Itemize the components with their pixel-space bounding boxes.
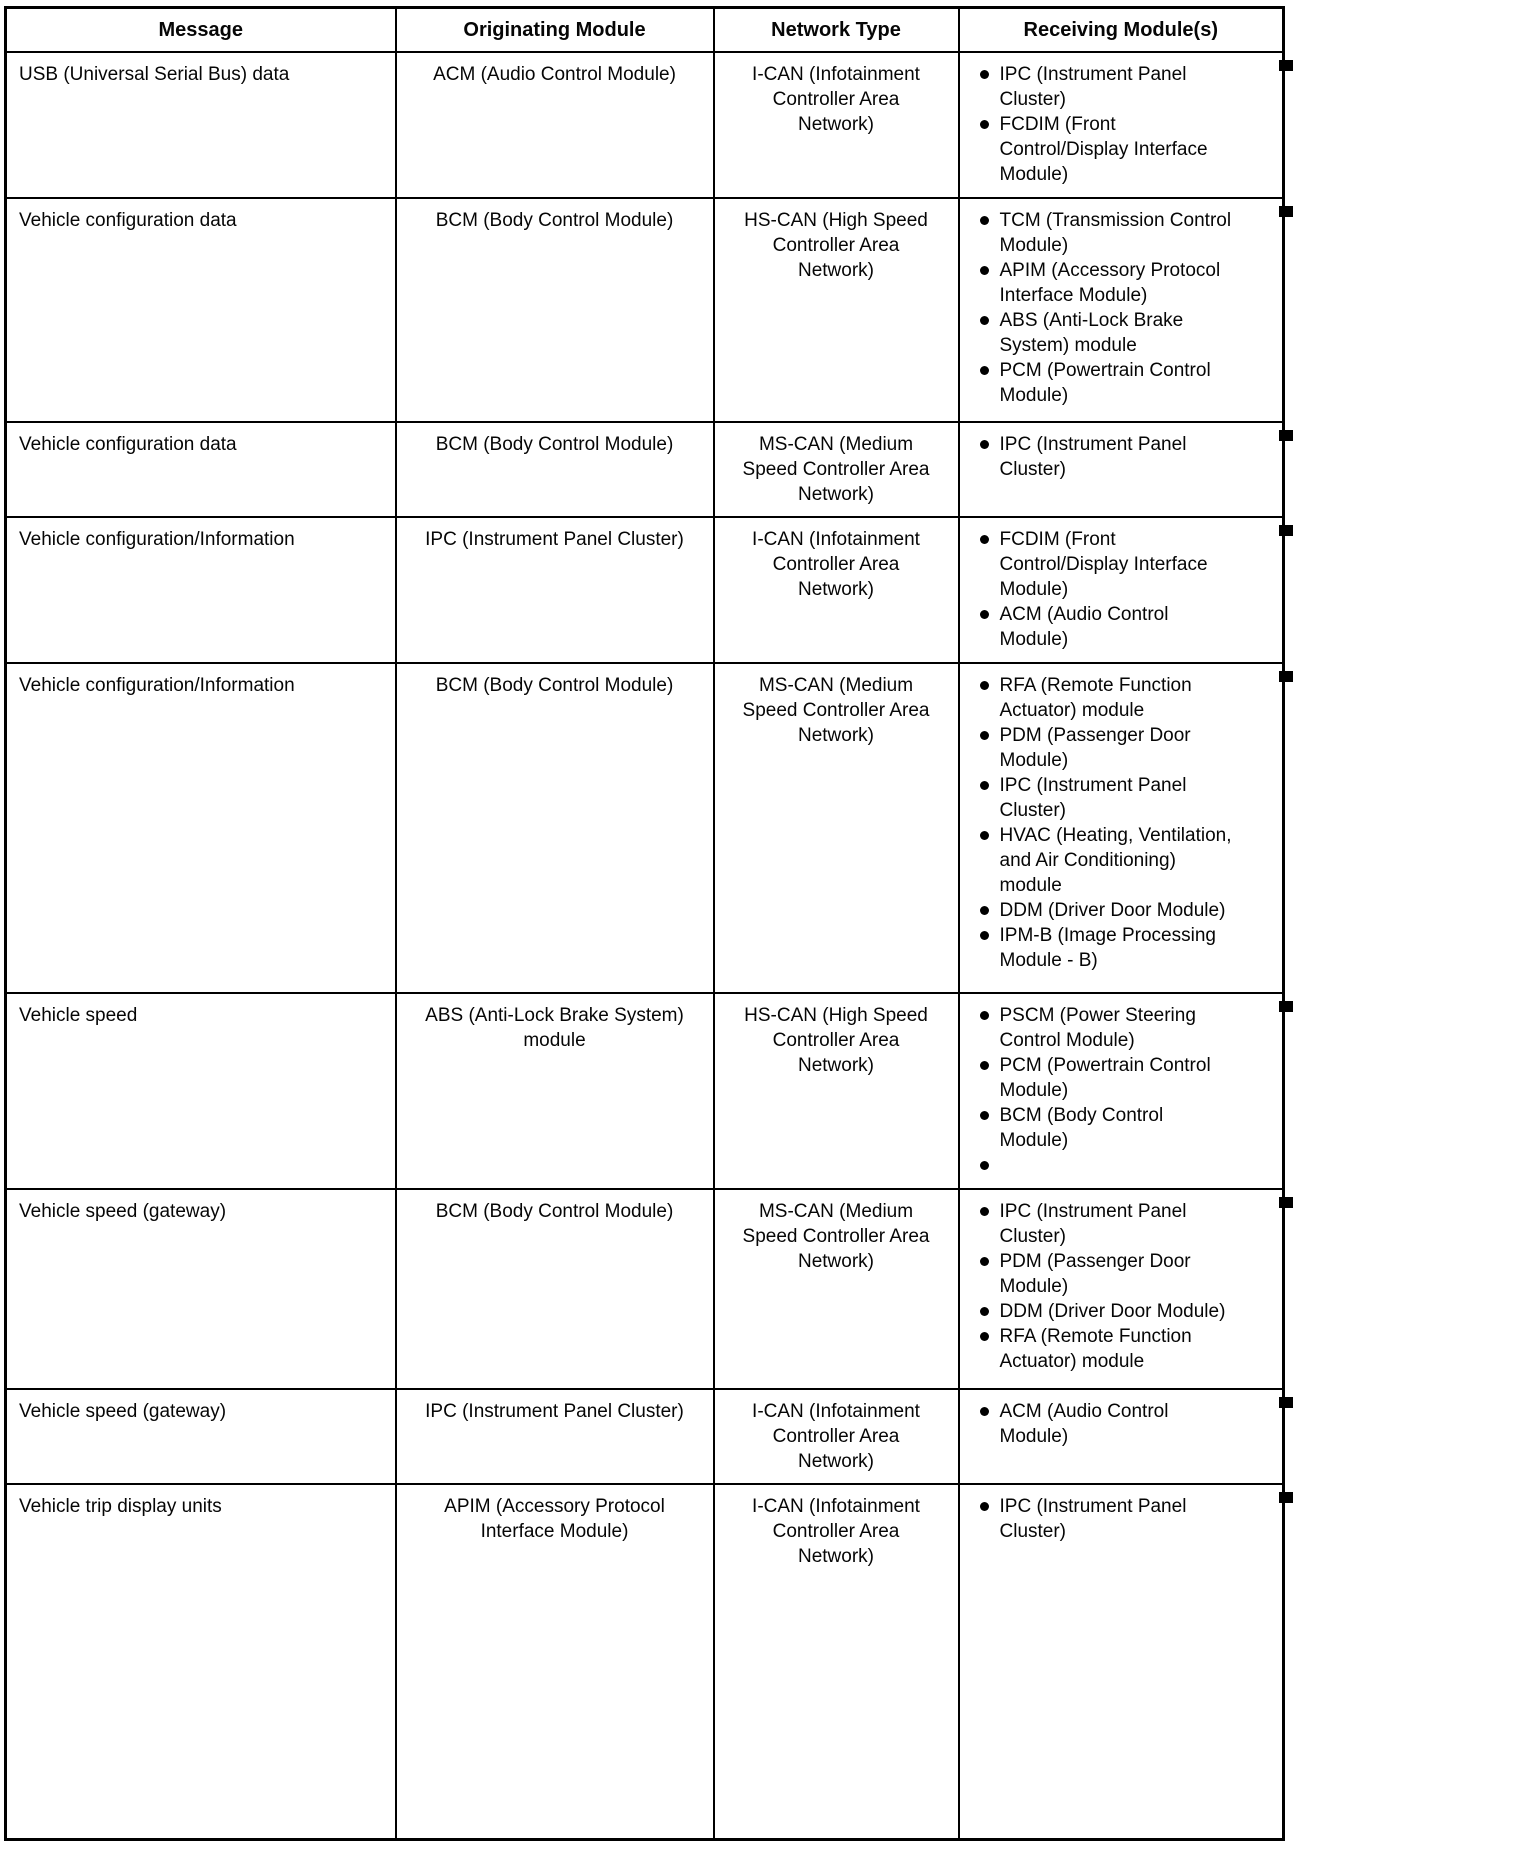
table-row xyxy=(6,1189,1284,1389)
table-row xyxy=(6,52,1284,198)
receiving-modules-cell xyxy=(959,52,1284,198)
network-type-cell: I-CAN (Infotainment Controller Area Network) xyxy=(714,1389,959,1484)
message-cell: Vehicle speed xyxy=(6,993,396,1189)
receiving-module-item: PSCM (Power Steering Control Module) xyxy=(974,1003,1237,1053)
receiving-module-item: RFA (Remote Function Actuator) module xyxy=(974,1324,1237,1374)
network-type-cell: I-CAN (Infotainment Controller Area Network) xyxy=(714,52,959,198)
receiving-modules-cell xyxy=(959,1189,1284,1389)
receiving-module-item: IPC (Instrument Panel Cluster) xyxy=(974,1494,1237,1544)
receiving-module-item: IPC (Instrument Panel Cluster) xyxy=(974,432,1237,482)
table-row xyxy=(6,663,1284,993)
originating-module-cell: ACM (Audio Control Module) xyxy=(396,52,714,198)
receiving-modules-list xyxy=(974,527,1237,652)
receiving-modules-list xyxy=(974,1399,1237,1449)
table-body xyxy=(6,52,1284,1840)
row-edge-marker xyxy=(1279,525,1293,536)
row-edge-marker xyxy=(1279,1197,1293,1208)
row-edge-marker xyxy=(1279,430,1293,441)
row-edge-marker xyxy=(1279,1001,1293,1012)
receiving-module-item: PCM (Powertrain Control Module) xyxy=(974,1053,1237,1103)
network-type-cell: MS-CAN (Medium Speed Controller Area Network) xyxy=(714,1189,959,1389)
receiving-module-item xyxy=(974,1153,1237,1178)
receiving-modules-list xyxy=(974,1003,1237,1178)
table-row xyxy=(6,422,1284,517)
receiving-modules-list xyxy=(974,673,1237,973)
receiving-module-item: IPM-B (Image Processing Module - B) xyxy=(974,923,1237,973)
table-row xyxy=(6,198,1284,422)
message-cell: USB (Universal Serial Bus) data xyxy=(6,52,396,198)
receiving-modules-list xyxy=(974,62,1237,187)
receiving-module-item: APIM (Accessory Protocol Interface Module) xyxy=(974,258,1237,308)
receiving-modules-list xyxy=(974,208,1237,408)
message-cell: Vehicle speed (gateway) xyxy=(6,1389,396,1484)
receiving-modules-cell xyxy=(959,422,1284,517)
receiving-module-item: ABS (Anti-Lock Brake System) module xyxy=(974,308,1237,358)
receiving-modules-cell xyxy=(959,1484,1284,1840)
receiving-module-item: PDM (Passenger Door Module) xyxy=(974,1249,1237,1299)
originating-module-cell: BCM (Body Control Module) xyxy=(396,1189,714,1389)
originating-module-cell: APIM (Accessory Protocol Interface Module) xyxy=(396,1484,714,1840)
row-edge-marker xyxy=(1279,60,1293,71)
column-header-originating-module: Originating Module xyxy=(396,8,714,52)
originating-module-cell: IPC (Instrument Panel Cluster) xyxy=(396,517,714,663)
row-edge-marker xyxy=(1279,671,1293,682)
receiving-modules-cell xyxy=(959,663,1284,993)
table-row xyxy=(6,1484,1284,1840)
network-message-routing-table xyxy=(4,6,1285,1841)
network-type-cell: I-CAN (Infotainment Controller Area Network) xyxy=(714,517,959,663)
network-type-cell: HS-CAN (High Speed Controller Area Network) xyxy=(714,198,959,422)
receiving-module-item: PDM (Passenger Door Module) xyxy=(974,723,1237,773)
column-header-receiving-modules: Receiving Module(s) xyxy=(959,8,1284,52)
receiving-modules-list xyxy=(974,1199,1237,1374)
row-edge-marker xyxy=(1279,1397,1293,1408)
receiving-modules-list xyxy=(974,1494,1237,1544)
network-type-cell: HS-CAN (High Speed Controller Area Network) xyxy=(714,993,959,1189)
receiving-module-item: BCM (Body Control Module) xyxy=(974,1103,1237,1153)
originating-module-cell: BCM (Body Control Module) xyxy=(396,198,714,422)
network-type-cell: I-CAN (Infotainment Controller Area Network) xyxy=(714,1484,959,1840)
originating-module-cell: ABS (Anti-Lock Brake System) module xyxy=(396,993,714,1189)
originating-module-cell: BCM (Body Control Module) xyxy=(396,663,714,993)
message-cell: Vehicle configuration data xyxy=(6,422,396,517)
receiving-modules-cell xyxy=(959,198,1284,422)
table-header xyxy=(6,8,1284,52)
originating-module-cell: IPC (Instrument Panel Cluster) xyxy=(396,1389,714,1484)
message-cell: Vehicle speed (gateway) xyxy=(6,1189,396,1389)
receiving-modules-cell xyxy=(959,517,1284,663)
receiving-modules-cell xyxy=(959,1389,1284,1484)
network-type-cell: MS-CAN (Medium Speed Controller Area Network) xyxy=(714,663,959,993)
receiving-modules-cell xyxy=(959,993,1284,1189)
column-header-network-type: Network Type xyxy=(714,8,959,52)
message-cell: Vehicle configuration data xyxy=(6,198,396,422)
message-cell: Vehicle configuration/⁠Information xyxy=(6,663,396,993)
receiving-modules-list xyxy=(974,432,1237,482)
message-cell: Vehicle configuration/⁠Information xyxy=(6,517,396,663)
table-row xyxy=(6,993,1284,1189)
receiving-module-item: ACM (Audio Control Module) xyxy=(974,602,1237,652)
receiving-module-item: DDM (Driver Door Module) xyxy=(974,898,1237,923)
receiving-module-item: IPC (Instrument Panel Cluster) xyxy=(974,1199,1237,1249)
table-row xyxy=(6,1389,1284,1484)
receiving-module-item: HVAC (Heating, Ventilation, and Air Conditioning) module xyxy=(974,823,1237,898)
network-type-cell: MS-CAN (Medium Speed Controller Area Network) xyxy=(714,422,959,517)
row-edge-marker xyxy=(1279,1492,1293,1503)
column-header-message: Message xyxy=(6,8,396,52)
header-row xyxy=(6,8,1284,52)
message-cell: Vehicle trip display units xyxy=(6,1484,396,1840)
receiving-module-item: IPC (Instrument Panel Cluster) xyxy=(974,62,1237,112)
receiving-module-item: ACM (Audio Control Module) xyxy=(974,1399,1237,1449)
receiving-module-item: RFA (Remote Function Actuator) module xyxy=(974,673,1237,723)
receiving-module-item: DDM (Driver Door Module) xyxy=(974,1299,1237,1324)
row-edge-marker xyxy=(1279,206,1293,217)
table-row xyxy=(6,517,1284,663)
receiving-module-item: FCDIM (Front Control/⁠Display Interface Module) xyxy=(974,112,1237,187)
receiving-module-item: TCM (Transmission Control Module) xyxy=(974,208,1237,258)
receiving-module-item: PCM (Powertrain Control Module) xyxy=(974,358,1237,408)
receiving-module-item: FCDIM (Front Control/⁠Display Interface Module) xyxy=(974,527,1237,602)
originating-module-cell: BCM (Body Control Module) xyxy=(396,422,714,517)
receiving-module-item: IPC (Instrument Panel Cluster) xyxy=(974,773,1237,823)
